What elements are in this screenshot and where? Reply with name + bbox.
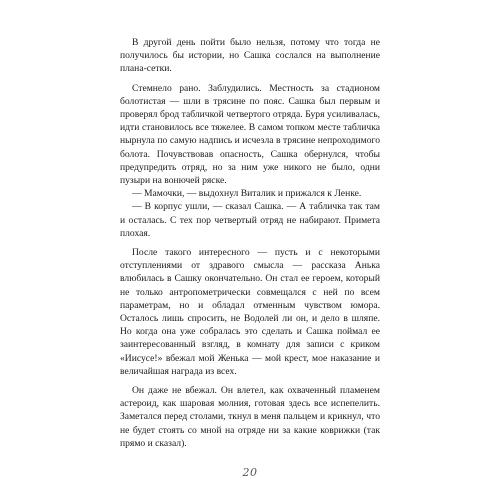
dialogue-line: — В корпус ушли, — сказал Сашка. — А табличка так там и осталась. С тех пор четвертый отряд не набирают. Примета плохая. [120, 201, 380, 239]
body-text [120, 36, 380, 450]
paragraph: После такого интересного — пусть и с некоторыми отступлениями от здравого смысла — рассказа Анька влюбилась в Сашку окончательно. Он стал ее героем, который не только антропометрически совмещался с ней по всем параметрам, но и обладал отменным чувством юмора. Осталось лишь спросить, не Водолей ли он, и дело в шляпе. Но когда она уже собралась это сделать и Сашка поймал ее заинтересованный взгляд, в комнату для записи с криком «Иисусе!» вбежал мой Женька — мой крест, мое наказание и величайшая награда из всех. [120, 247, 380, 377]
page-number: 20 [242, 466, 258, 479]
paragraph: В другой день пойти было нельзя, потому что тогда не получилось бы истории, но Сашка сослался на выполнение плана-сетки. [120, 37, 380, 75]
dialogue-line: — Мамочки, — выдохнул Виталик и прижался к Ленке. [132, 188, 362, 200]
paragraph: Он даже не вбежал. Он влетел, как охваченный пламенем астероид, как шаровая молния, готовая здесь все испепелить. Заметался перед столами, ткнул в меня пальцем и крикнул, что не будет стоять со мной на отряде ни за какие коврижки (так прямо и сказал). [120, 385, 380, 449]
paragraph: Стемнело рано. Заблудились. Местность за стадионом болотистая — шли в трясине по пояс. Сашка был первым и проверял брод табличкой четвертого отряда. Буря усиливалась, идти становилось все тяжелее. В самом топком месте табличка нырнула по самую надпись и исчезла в трясине непроходимого болота. Почувствовав опасность, Сашка обернулся, чтобы предупредить отряд, но за ним уже никого не было, одни пузыри на вонючей ряске. [120, 82, 380, 187]
